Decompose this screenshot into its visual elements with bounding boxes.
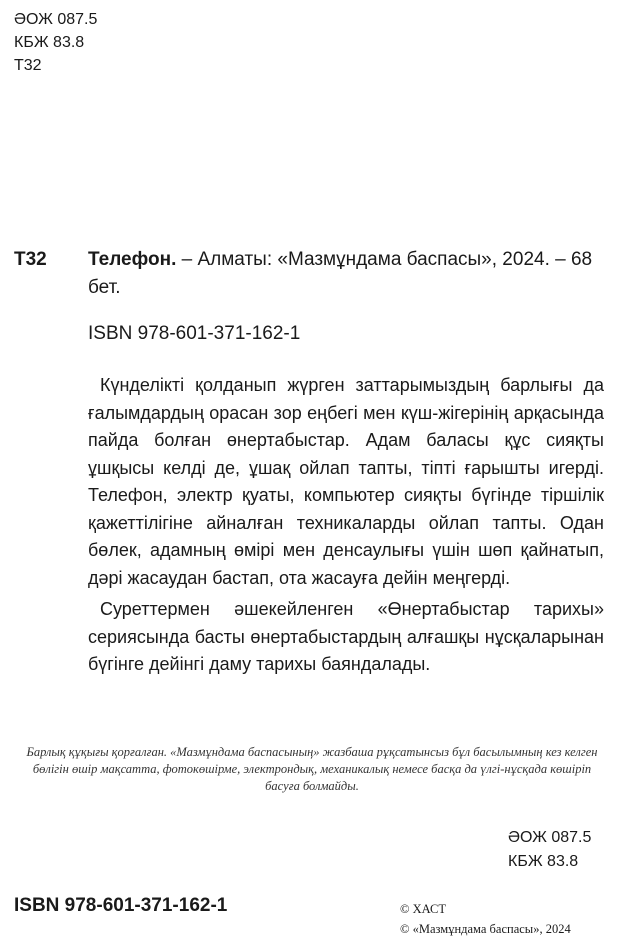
classification-codes-top xyxy=(14,8,97,77)
lbc-code-bottom: КБЖ 83.8 xyxy=(508,853,579,870)
rights-notice: Барлық құқығы қорғалған. «Мазмұндама баспасының» жазбаша рұқсатынсыз бұл басылымның кез келген бөлігін өшір мақсатта, фотокөшірме, электрондық, механикалық немесе басқа да үлгі-нұсқада көшіріп басуға болмайды. xyxy=(26,745,598,793)
annotation xyxy=(88,372,604,679)
isbn-line: ISBN 978-601-371-162-1 xyxy=(88,323,301,344)
publication-details: – Алматы: «Мазмұндама баспасы», 2024. – 68 бет. xyxy=(88,249,593,298)
copyright-block xyxy=(400,899,571,939)
entry-author-mark: Т32 xyxy=(14,249,47,270)
entry-description xyxy=(88,246,608,302)
lbc-code: КБЖ 83.8 xyxy=(14,34,85,51)
author-mark: Т32 xyxy=(14,57,42,74)
copyright-line-2: © «Мазмұндама баспасы», 2024 xyxy=(400,922,571,936)
annotation-paragraph-2: Суреттермен әшекейленген «Өнертабыстар тарихы» сериясында басты өнертабыстардың алғашқы нұсқаларынан бүгінге дейінгі даму тарихы баяндалады. xyxy=(88,599,604,674)
copyright-line-1: © ХАСТ xyxy=(400,902,447,916)
udc-code-bottom: ӘОЖ 087.5 xyxy=(508,829,592,846)
udc-code: ӘОЖ 087.5 xyxy=(14,11,98,28)
book-title: Телефон. xyxy=(88,249,177,270)
isbn-bottom: ISBN 978-601-371-162-1 xyxy=(14,895,228,916)
classification-codes-bottom xyxy=(508,826,591,874)
annotation-paragraph-1: Күнделікті қолданып жүрген заттарымыздың барлығы да ғалымдардың орасан зор еңбегі мен күш-жігерінің арқасында пайда болған өнертабыстар. Адам баласы құс сияқты ұшқысы келді де, ұшақ ойлап тапты, тіпті ғарышты игерді. Телефон, электр қуаты, компьютер сияқты бүгінде тіршілік қажеттілігіне айналған техникаларды ойлап тапты. Одан бөлек, адамның өмірі мен денсаулығы үшін шөп қайнатып, дәрі жасаудан бастап, ота жасауға дейін меңгерді. xyxy=(88,375,604,588)
